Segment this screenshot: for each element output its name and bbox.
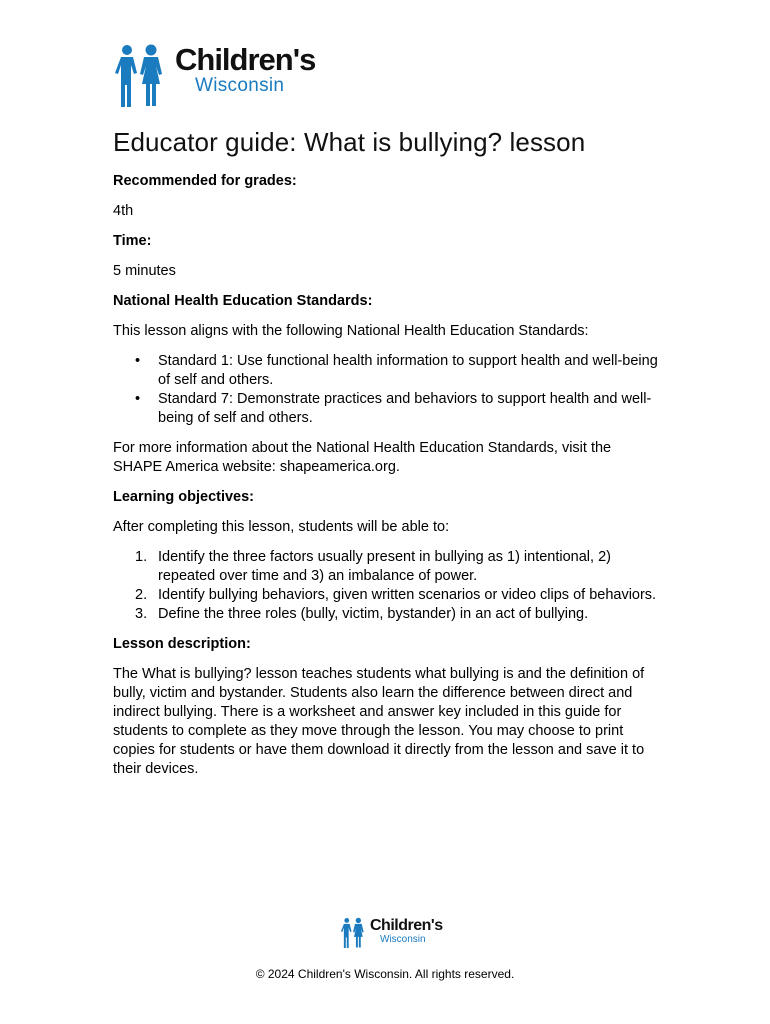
brand-name: Children's (370, 917, 443, 934)
description-label: Lesson description: (113, 636, 251, 652)
time-label: Time: (113, 233, 152, 249)
objectives-label: Learning objectives: (113, 489, 255, 505)
page-title: Educator guide: What is bullying? lesson (113, 127, 586, 157)
children-figures-icon (113, 44, 171, 108)
description-text: The What is bullying? lesson teaches students what bullying is and the definition of bully, victim and bystander. Students also learn the difference between direct and indirect bullying. There is a worksheet and answer key included in this guide for students to complete as they move through the lesson. You may choose to print copies for students or have them download it directly from the lesson and save it to their devices. (113, 666, 645, 777)
standards-label: National Health Education Standards: (113, 293, 373, 309)
brand-region: Wisconsin (195, 75, 285, 96)
copyright-footer: © 2024 Children's Wisconsin. All rights reserved. (255, 967, 515, 981)
bullet-icon: • (135, 353, 141, 369)
children-figures-icon (340, 917, 368, 949)
list-item: 3. Define the three roles (bully, victim, bystander) in an act of bullying. (135, 606, 589, 622)
brand-name: Children's (175, 42, 316, 77)
standards-more-info: For more information about the National Health Education Standards, visit the SHAPE America website: shapeamerica.org. (113, 440, 612, 475)
objectives-intro: After completing this lesson, students will be able to: (113, 519, 450, 535)
list-item: • Standard 1: Use functional health information to support health and well-being of self and others. (135, 353, 658, 388)
grades-value: 4th (113, 203, 134, 219)
document-body (113, 126, 658, 779)
brand-logo (113, 44, 315, 108)
list-item: 2. Identify bullying behaviors, given written scenarios or video clips of behaviors. (135, 587, 657, 603)
time-value: 5 minutes (113, 263, 176, 279)
bullet-icon: • (135, 391, 141, 407)
list-item: 1. Identify the three factors usually present in bullying as 1) intentional, 2) repeated over time and 3) an imbalance of power. (135, 549, 611, 584)
brand-region: Wisconsin (380, 934, 426, 945)
standards-list (113, 352, 658, 428)
footer-logo (340, 917, 443, 949)
objectives-list (113, 548, 658, 624)
grades-label: Recommended for grades: (113, 173, 297, 189)
list-item: • Standard 7: Demonstrate practices and behaviors to support health and well-being of self and others. (135, 391, 652, 426)
standards-intro: This lesson aligns with the following National Health Education Standards: (113, 323, 589, 339)
